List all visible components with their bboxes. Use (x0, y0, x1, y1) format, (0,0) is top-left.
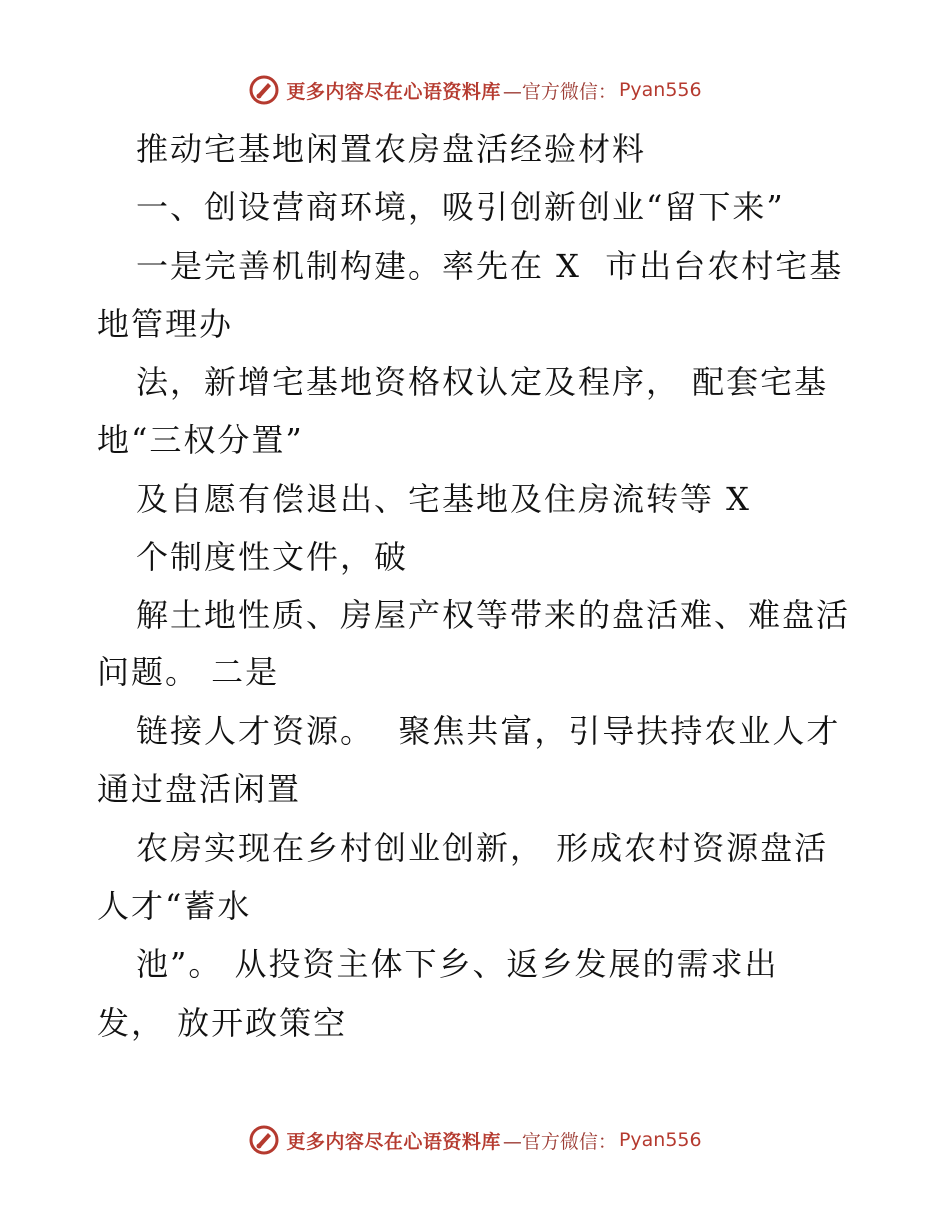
text-line: 发， 放开政策空 (97, 1004, 348, 1042)
seal-logo-icon (248, 1124, 280, 1156)
seal-logo-icon (248, 74, 280, 106)
text-line: 解土地性质、房屋产权等带来的盘活难、难盘活 (136, 596, 851, 634)
header-banner (0, 70, 950, 110)
section-heading: 一、创设营商环境，吸引创新创业“留下来” (136, 188, 785, 226)
text-line: 池”。 从投资主体下乡、返乡发展的需求出 (136, 945, 779, 983)
text-line: 法，新增宅基地资格权认定及程序， 配套宅基 (136, 363, 829, 401)
footer-banner (0, 1120, 950, 1160)
text-line: 通过盘活闲置 (97, 770, 302, 808)
banner-title: 更多内容尽在心语资料库 (286, 1130, 501, 1153)
text-line: 一是完善机制构建。率先在 X 市出台农村宅基 (136, 247, 844, 285)
text-line: 地管理办 (97, 305, 234, 343)
text-line: 问题。 二是 (97, 653, 280, 691)
text-line: 人才“蓄水 (97, 887, 252, 925)
text-line: 个制度性文件，破 (136, 538, 409, 576)
banner-dash: —官方微信： (502, 1130, 617, 1153)
text-line: 链接人才资源。 聚焦共富，引导扶持农业人才 (136, 712, 841, 750)
text-line: 地“三权分置” (97, 421, 304, 459)
banner-title: 更多内容尽在心语资料库 (286, 80, 501, 103)
banner-wechat-id: Pyan556 (618, 1129, 702, 1151)
document-title: 推动宅基地闲置农房盘活经验材料 (136, 130, 647, 168)
banner-wechat-id: Pyan556 (618, 79, 702, 101)
text-line: 及自愿有偿退出、宅基地及住房流转等 X (136, 480, 751, 518)
text-line: 农房实现在乡村创业创新， 形成农村资源盘活 (136, 829, 829, 867)
banner-dash: —官方微信： (502, 80, 617, 103)
